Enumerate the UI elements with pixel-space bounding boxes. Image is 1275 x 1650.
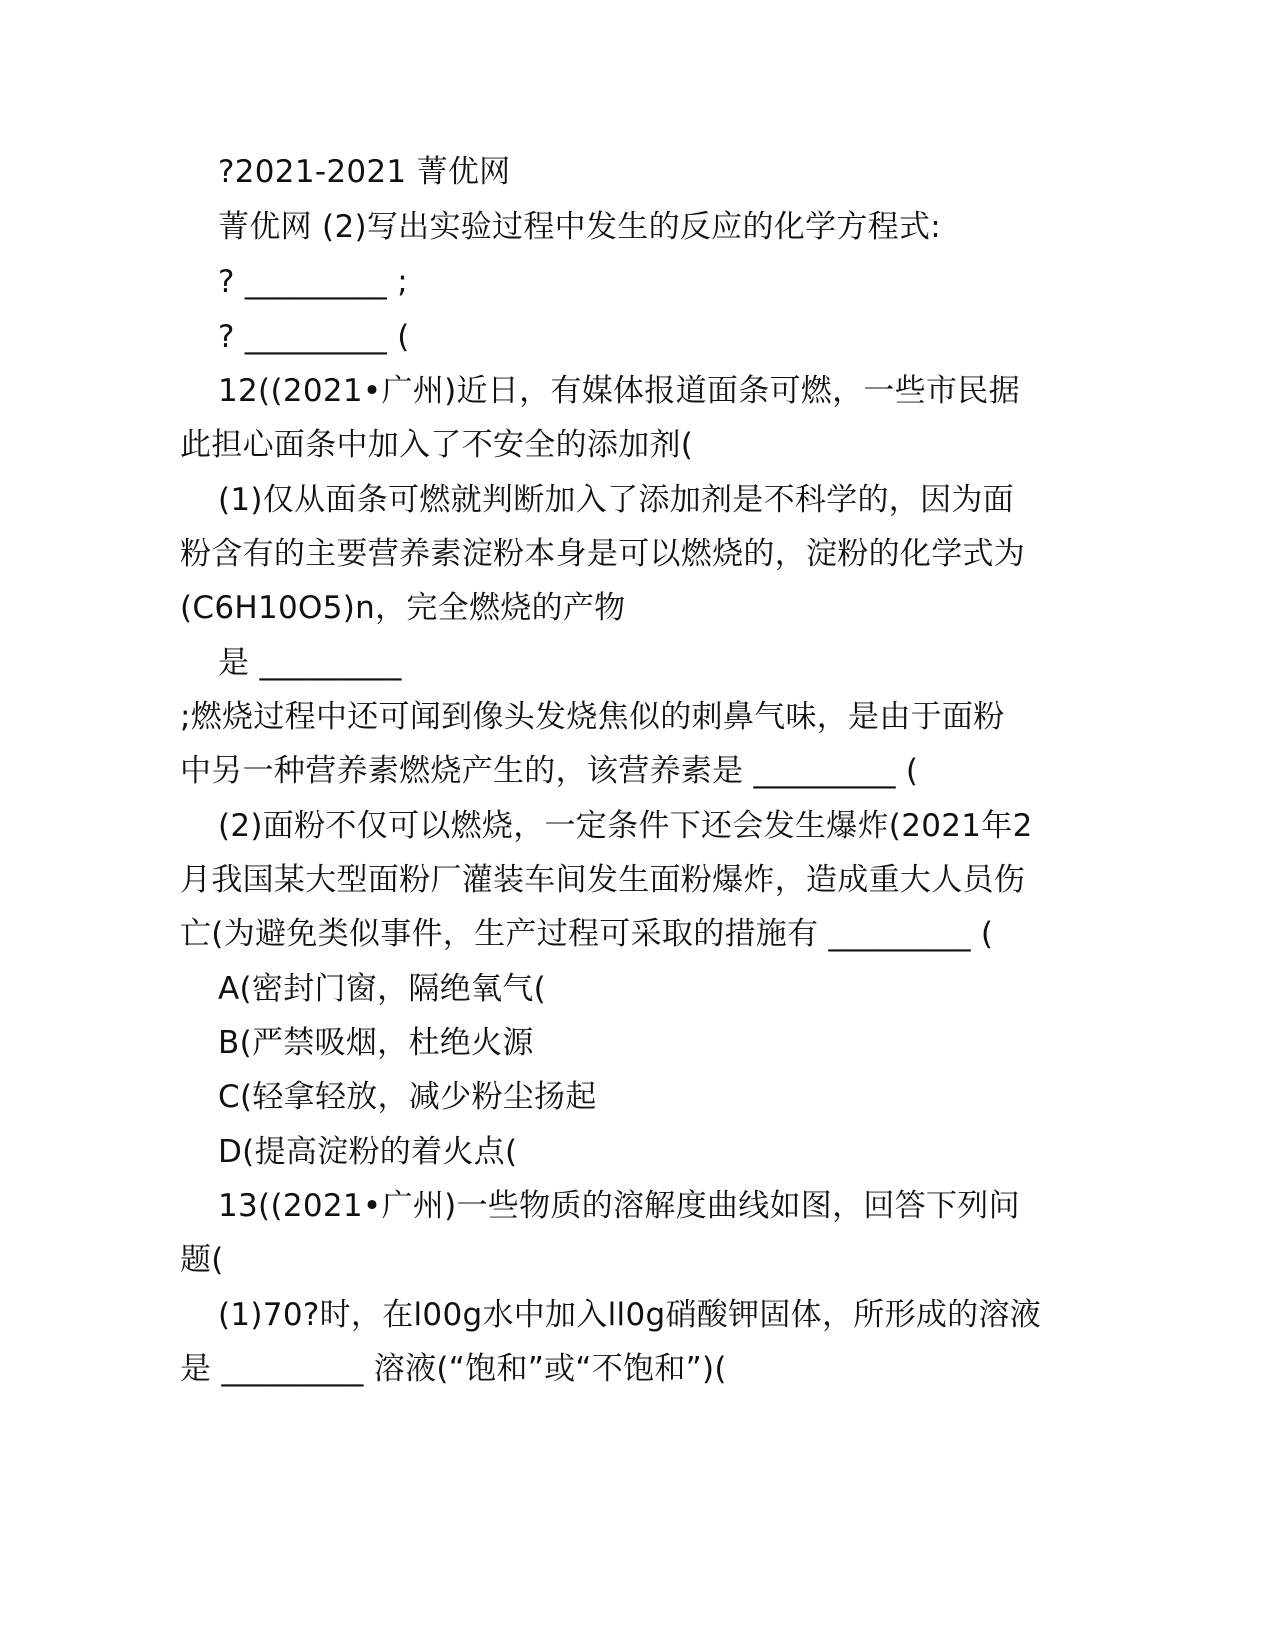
question-13-stem-cont: 题( [180,1242,224,1278]
equation-blank-1: ? _________ ; [218,264,409,300]
question-12-stem-cont: 此担心面条中加入了不安全的添加剂( [180,427,694,463]
question-12-smell: ;燃烧过程中还可闻到像头发烧焦似的刺鼻气味，是由于面粉 [180,699,1005,735]
product-blank: 是 _________ [218,645,402,681]
copyright-header: ?2021-2021 菁优网 [218,154,511,190]
question-12-part-2: (2)面粉不仅可以燃烧，一定条件下还会发生爆炸(2021年2 [218,808,1033,844]
question-13-stem: 13((2021•广州)一些物质的溶解度曲线如图，回答下列问 [218,1188,1020,1224]
question-12-part-2-cont: 月我国某大型面粉厂灌装车间发生面粉爆炸，造成重大人员伤 [180,862,1026,898]
option-a: A(密封门窗，隔绝氧气( [218,971,546,1007]
equation-blank-2: ? _________ ( [218,319,410,355]
measures-blank: 亡(为避免类似事件，生产过程可采取的措施有 _________ ( [180,916,994,952]
nutrient-blank: 中另一种营养素燃烧产生的，该营养素是 _________ ( [180,753,919,789]
question-11-part-2: 菁优网 (2)写出实验过程中发生的反应的化学方程式: [218,209,942,245]
question-12-part-1: (1)仅从面条可燃就判断加入了添加剂是不科学的，因为面 [218,482,1015,518]
question-12-stem: 12((2021•广州)近日，有媒体报道面条可燃，一些市民据 [218,373,1020,409]
option-d: D(提高淀粉的着火点( [218,1134,518,1170]
saturation-blank: 是 _________ 溶液(“饱和”或“不饱和”)( [180,1351,727,1387]
option-c: C(轻拿轻放，减少粉尘扬起 [218,1079,597,1115]
option-b: B(严禁吸烟，杜绝火源 [218,1025,534,1061]
starch-formula: (C6H10O5)n，完全燃烧的产物 [180,590,626,626]
question-12-part-1-cont: 粉含有的主要营养素淀粉本身是可以燃烧的，淀粉的化学式为 [180,536,1026,572]
question-13-part-1: (1)70?时，在l00g水中加入ll0g硝酸钾固体，所形成的溶液 [218,1297,1042,1333]
